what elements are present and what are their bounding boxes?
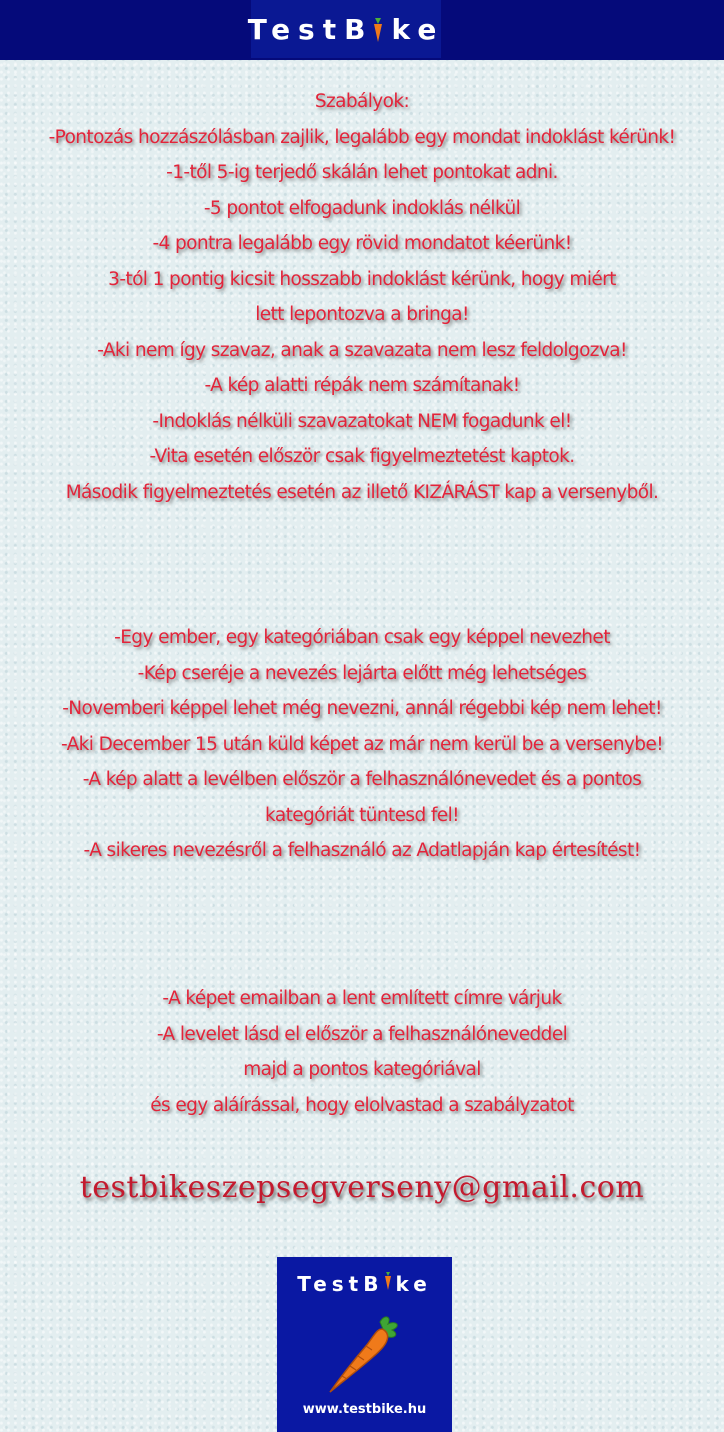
rule-line: majd a pontos kategóriával	[243, 1059, 481, 1080]
rule-line: -5 pontot elfogadunk indoklás nélkül	[203, 197, 521, 219]
rule-line: -1-től 5-ig terjedő skálán lehet pontokat adni.	[166, 162, 558, 183]
rule-line: -Vita esetén először csak figyelmeztetést kaptok.	[149, 446, 575, 467]
carrot-i-icon	[383, 1271, 391, 1296]
rule-line: -Novemberi képpel lehet még nevezni, annál régebbi kép nem lehet!	[62, 698, 662, 719]
logo-text-start: TestB	[247, 12, 374, 46]
rule-line: -Egy ember, egy kategóriában csak egy képpel nevezhet	[114, 627, 610, 648]
rule-line: -A kép alatti répák nem számítanak!	[204, 375, 520, 396]
testbike-logo[interactable]	[247, 0, 445, 58]
rule-line: kategóriát tüntesd fel!	[265, 804, 459, 826]
footer-url[interactable]: www.testbike.hu	[302, 1402, 427, 1417]
footer-testbike-logo[interactable]	[277, 1257, 452, 1432]
rule-line: -Kép cseréje a nevezés lejárta előtt még lehetséges	[137, 662, 587, 684]
rule-line: -A kép alatt a levélben először a felhasználónevedet és a pontos	[82, 769, 642, 790]
rules-section-entry	[0, 620, 724, 869]
footer-logo-title: TestB ke	[297, 1272, 432, 1296]
rules-section-email	[0, 981, 724, 1123]
rule-line: -Aki December 15 után küld képet az már nem kerül be a versenybe!	[60, 733, 664, 755]
header-bar	[0, 0, 724, 60]
carrot-icon	[322, 1312, 407, 1397]
rule-line: -Pontozás hozzászólásban zajlik, legalább egy mondat indoklást kérünk!	[48, 126, 676, 148]
rule-line: -A sikeres nevezésről a felhasználó az Adatlapján kap értesítést!	[83, 840, 641, 861]
rule-line: -Aki nem így szavaz, anak a szavazata nem lesz feldolgozva!	[97, 339, 627, 361]
rule-line: -A levelet lásd el először a felhasználóneveddel	[156, 1023, 568, 1045]
rule-line: 3-tól 1 pontig kicsit hosszabb indoklást kérünk, hogy miért	[108, 268, 616, 290]
rule-line: lett lepontozva a bringa!	[255, 304, 469, 325]
rule-line: -Indoklás nélküli szavazatokat NEM fogadunk el!	[152, 410, 572, 432]
rule-line: Szabályok:	[314, 91, 410, 112]
rule-line: -4 pontra legalább egy rövid mondatot kéerünk!	[152, 233, 572, 254]
rule-line: és egy aláírással, hogy elolvastad a szabályzatot	[150, 1094, 574, 1116]
rule-line: Második figyelmeztetés esetén az illető KIZÁRÁST kap a versenyből.	[65, 481, 659, 503]
rules-section-voting	[0, 84, 724, 510]
carrot-i-icon	[373, 16, 383, 42]
logo-text-end: ke	[391, 12, 445, 46]
rule-line: -A képet emailban a lent említett címre várjuk	[162, 988, 562, 1009]
contact-email[interactable]: testbikeszepsegverseny@gmail.com	[79, 1170, 645, 1205]
